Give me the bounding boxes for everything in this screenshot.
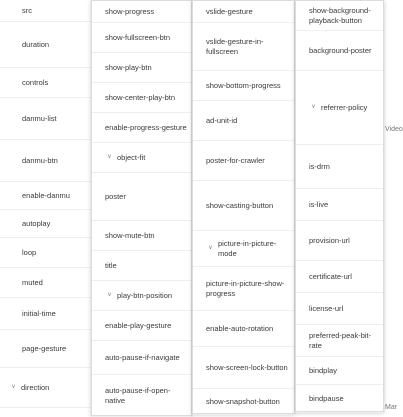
property-item-label: certificate-url — [309, 271, 352, 281]
property-item-label: controls — [22, 77, 49, 87]
chevron-down-icon[interactable]: ∨ — [107, 291, 112, 298]
property-item-label: enable-auto-rotation — [206, 323, 274, 333]
property-item-show-progress[interactable] — [92, 1, 191, 23]
property-item-vslide-gesture[interactable] — [193, 1, 294, 23]
property-item-label: auto-pause-if-navigate — [105, 352, 180, 362]
property-item-label: show-fullscreen-btn — [105, 32, 171, 42]
property-item-picture-in-picture-mode[interactable] — [193, 231, 294, 267]
property-item-show-center-play-btn[interactable] — [92, 83, 191, 113]
property-item-label: muted — [22, 277, 43, 287]
property-item-direction[interactable] — [0, 368, 91, 408]
property-item-label: picture-in-picture-mode — [218, 238, 277, 258]
property-item-label: poster-for-crawler — [206, 155, 265, 165]
property-item-label: is-drm — [309, 161, 330, 171]
property-item-label: preferred-peak-bit-rate — [309, 330, 372, 350]
property-item-show-fullscreen-btn[interactable] — [92, 23, 191, 53]
property-item-vslide-gesture-in-fullscreen[interactable] — [193, 23, 294, 71]
property-item-label: referrer-policy — [321, 102, 368, 112]
property-item-show-casting-button[interactable] — [193, 181, 294, 231]
property-item-object-fit[interactable] — [92, 143, 191, 173]
property-item-license-url[interactable] — [296, 293, 383, 325]
property-item-label: danmu-btn — [22, 155, 58, 165]
property-item-label: show-bottom-progress — [206, 80, 281, 90]
property-item-show-mute-btn[interactable] — [92, 221, 191, 251]
property-item-page-gesture[interactable] — [0, 330, 91, 368]
property-item-ad-unit-id[interactable] — [193, 101, 294, 141]
property-item-danmu-list[interactable] — [0, 98, 91, 140]
property-item-label: bindplay — [309, 365, 337, 375]
chevron-down-icon[interactable]: ∨ — [11, 383, 16, 390]
property-item-enable-danmu[interactable] — [0, 182, 91, 210]
property-item-picture-in-picture-show-progress[interactable] — [193, 267, 294, 311]
property-item-label: show-casting-button — [206, 200, 274, 210]
background-side-label-1: Video — [385, 126, 403, 133]
property-item-title[interactable] — [92, 251, 191, 281]
chevron-down-icon[interactable]: ∨ — [311, 103, 316, 110]
property-dropdown-column-2 — [91, 0, 192, 416]
property-item-label: play-btn-position — [117, 290, 173, 300]
property-item-muted[interactable] — [0, 268, 91, 298]
property-item-poster[interactable] — [92, 173, 191, 221]
property-item-play-btn-position[interactable] — [92, 281, 191, 311]
property-item-initial-time[interactable] — [0, 298, 91, 330]
property-item-provision-url[interactable] — [296, 221, 383, 261]
property-item-label: ad-unit-id — [206, 115, 238, 125]
property-dropdown-column-3 — [192, 0, 295, 414]
chevron-down-icon[interactable]: ∨ — [107, 153, 112, 160]
property-item-duration[interactable] — [0, 22, 91, 68]
property-item-certificate-url[interactable] — [296, 261, 383, 293]
property-item-show-snapshot-button[interactable] — [193, 389, 294, 415]
property-item-label: show-mute-btn — [105, 230, 155, 240]
property-item-poster-for-crawler[interactable] — [193, 141, 294, 181]
property-item-label: show-play-btn — [105, 62, 152, 72]
property-item-enable-auto-rotation[interactable] — [193, 311, 294, 347]
property-item-label: src — [22, 5, 32, 15]
property-item-show-play-btn[interactable] — [92, 53, 191, 83]
property-item-auto-pause-if-open-native[interactable] — [92, 375, 191, 417]
property-item-label: show-screen-lock-button — [206, 362, 288, 372]
property-item-label: page-gesture — [22, 343, 67, 353]
property-item-label: auto-pause-if-open-native — [105, 385, 171, 405]
background-side-label-2: Mar — [385, 404, 398, 411]
property-item-label: license-url — [309, 303, 344, 313]
property-item-danmu-btn[interactable] — [0, 140, 91, 182]
property-item-src[interactable] — [0, 0, 91, 22]
property-item-enable-play-gesture[interactable] — [92, 311, 191, 341]
property-item-label: loop — [22, 247, 37, 257]
property-item-show-bottom-progress[interactable] — [193, 71, 294, 101]
property-item-label: vslide-gesture-in-fullscreen — [206, 36, 264, 56]
property-item-referrer-policy[interactable] — [296, 71, 383, 145]
property-item-loop[interactable] — [0, 238, 91, 268]
property-item-is-live[interactable] — [296, 189, 383, 221]
property-list-column-1 — [0, 0, 92, 416]
property-item-background-poster[interactable] — [296, 31, 383, 71]
property-dropdown-column-4 — [295, 0, 384, 412]
property-item-label: background-poster — [309, 45, 372, 55]
property-item-label: show-center-play-btn — [105, 92, 176, 102]
property-item-label: vslide-gesture — [206, 6, 253, 16]
property-item-label: enable-play-gesture — [105, 320, 172, 330]
property-item-is-drm[interactable] — [296, 145, 383, 189]
property-item-label: autoplay — [22, 218, 51, 228]
property-item-label: duration — [22, 39, 50, 49]
property-item-label: title — [105, 260, 117, 270]
property-item-label: object-fit — [117, 152, 146, 162]
property-item-enable-progress-gesture[interactable] — [92, 113, 191, 143]
property-item-auto-pause-if-navigate[interactable] — [92, 341, 191, 375]
property-item-show-screen-lock-button[interactable] — [193, 347, 294, 389]
property-item-label: bindpause — [309, 393, 344, 403]
property-item-label: provision-url — [309, 235, 350, 245]
property-item-autoplay[interactable] — [0, 210, 91, 238]
property-item-label: picture-in-picture-show-progress — [206, 278, 285, 298]
property-item-bindplay[interactable] — [296, 357, 383, 385]
property-item-bindpause[interactable] — [296, 385, 383, 413]
property-item-controls[interactable] — [0, 68, 91, 98]
property-item-label: initial-time — [22, 308, 56, 318]
property-item-label: is-live — [309, 199, 329, 209]
chevron-down-icon[interactable]: ∨ — [208, 244, 213, 251]
property-item-label: enable-danmu — [22, 190, 70, 200]
property-item-label: show-progress — [105, 6, 155, 16]
property-item-label: enable-progress-gesture — [105, 122, 187, 132]
property-item-show-background-playback-button[interactable] — [296, 1, 383, 31]
property-item-label: direction — [21, 382, 50, 392]
property-item-label: show-background-playback-button — [309, 5, 371, 25]
property-item-preferred-peak-bit-rate[interactable] — [296, 325, 383, 357]
property-item-label: poster — [105, 191, 126, 201]
property-item-label: show-snapshot-button — [206, 396, 280, 406]
property-item-label: danmu-list — [22, 113, 57, 123]
